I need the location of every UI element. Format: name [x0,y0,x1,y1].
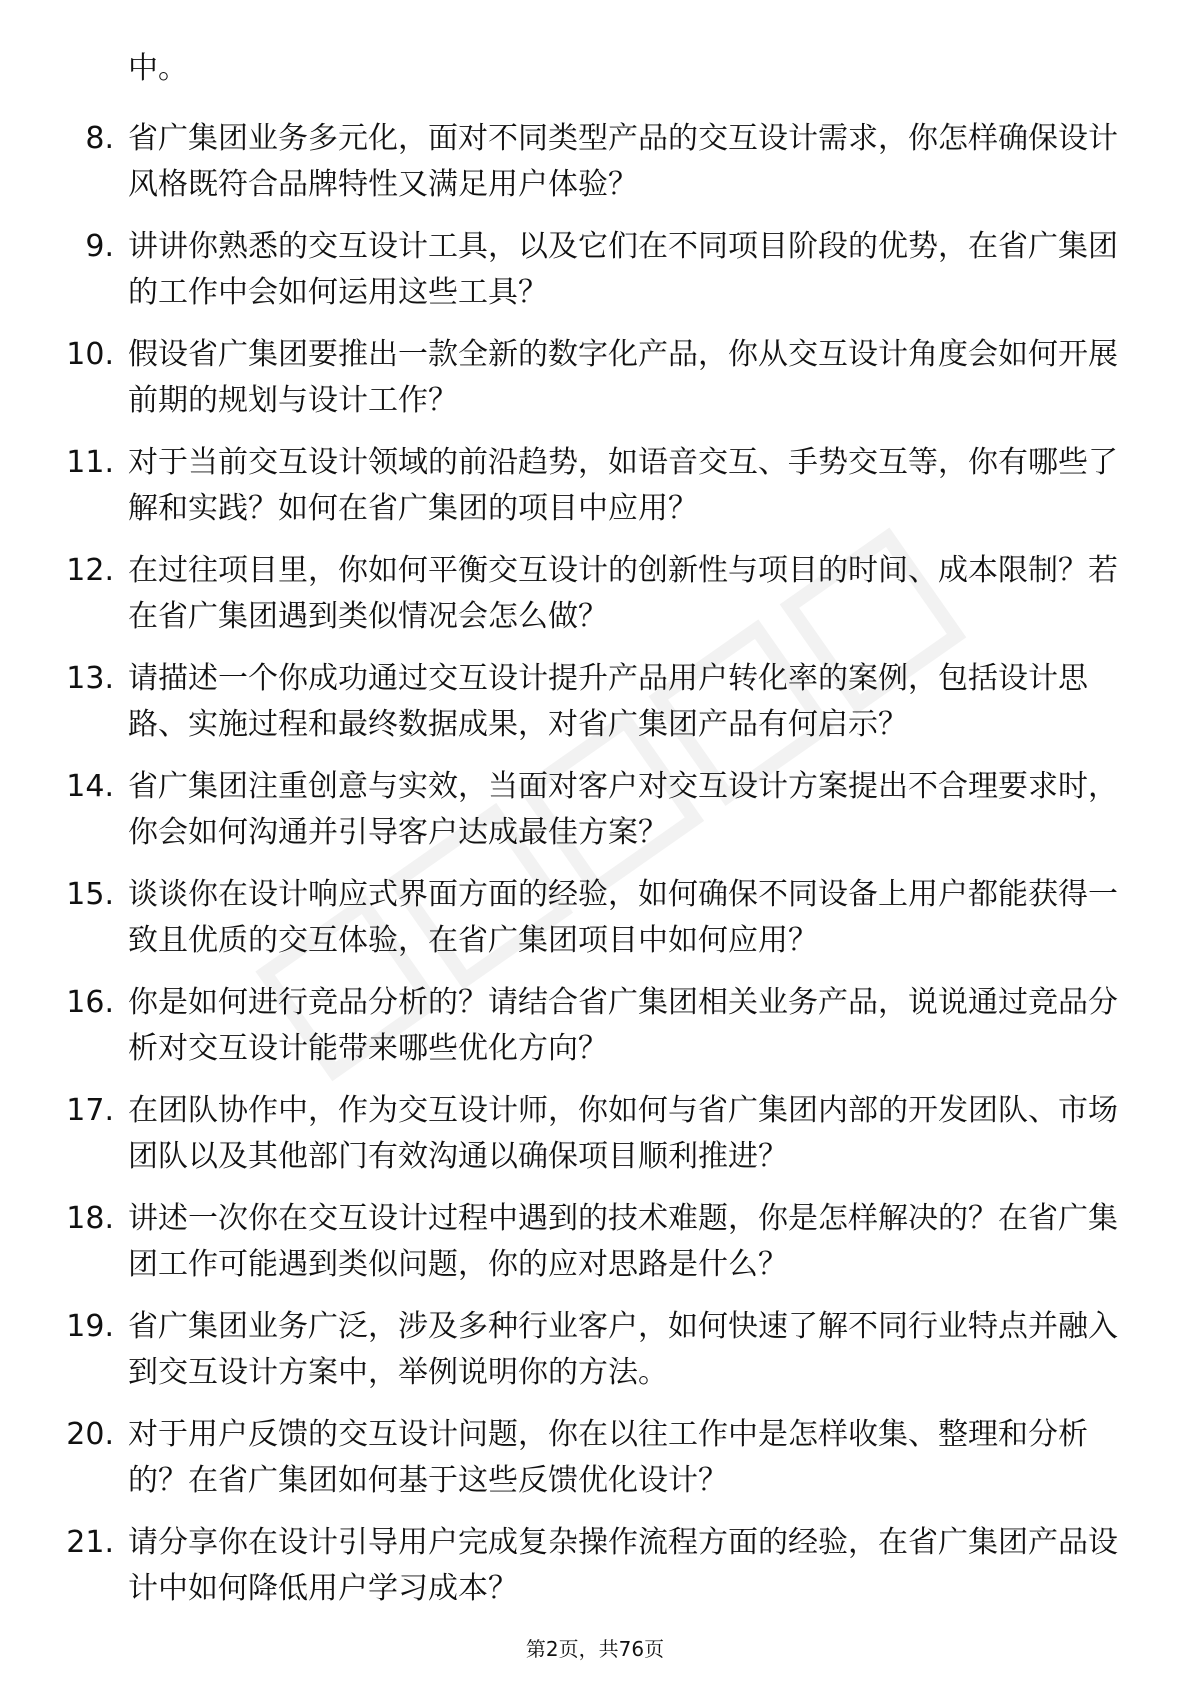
question-item [58,1520,1118,1612]
question-text: 假设省广集团要推出一款全新的数字化产品，你从交互设计角度会如何开展前期的规划与设计工作？ [128,337,1118,418]
question-item [58,548,1118,640]
page-number-label: 第2页，共76页 [525,1637,665,1661]
question-number: 12. [66,553,114,588]
question-text: 讲讲你熟悉的交互设计工具，以及它们在不同项目阶段的优势，在省广集团的工作中会如何运用这些工具？ [128,229,1118,310]
question-number: 13. [66,661,114,696]
question-item [58,224,1118,316]
question-number: 14. [66,769,114,804]
question-text: 在团队协作中，作为交互设计师，你如何与省广集团内部的开发团队、市场团队以及其他部门有效沟通以确保项目顺利推进？ [128,1093,1118,1174]
question-item [58,1412,1118,1504]
question-text: 对于用户反馈的交互设计问题，你在以往工作中是怎样收集、整理和分析的？在省广集团如何基于这些反馈优化设计？ [128,1417,1088,1498]
question-item [58,332,1118,424]
question-item [58,656,1118,748]
question-item [58,1088,1118,1180]
question-text: 讲述一次你在交互设计过程中遇到的技术难题，你是怎样解决的？在省广集团工作可能遇到类似问题，你的应对思路是什么？ [128,1201,1118,1282]
question-number: 8. [85,121,114,156]
question-item [58,764,1118,856]
question-text: 你是如何进行竞品分析的？请结合省广集团相关业务产品，说说通过竞品分析对交互设计能带来哪些优化方向？ [128,985,1118,1066]
question-item [58,116,1118,208]
question-item [58,1196,1118,1288]
question-text: 省广集团注重创意与实效，当面对客户对交互设计方案提出不合理要求时，你会如何沟通并引导客户达成最佳方案？ [128,769,1118,850]
page-footer [0,1636,1190,1662]
question-text: 请描述一个你成功通过交互设计提升产品用户转化率的案例，包括设计思路、实施过程和最终数据成果，对省广集团产品有何启示？ [128,661,1088,742]
question-text: 省广集团业务广泛，涉及多种行业客户，如何快速了解不同行业特点并融入到交互设计方案中，举例说明你的方法。 [128,1309,1118,1390]
question-number: 9. [85,229,114,264]
question-text: 在过往项目里，你如何平衡交互设计的创新性与项目的时间、成本限制？若在省广集团遇到类似情况会怎么做？ [128,553,1118,634]
question-number: 17. [66,1093,114,1128]
question-text: 谈谈你在设计响应式界面方面的经验，如何确保不同设备上用户都能获得一致且优质的交互体验，在省广集团项目中如何应用？ [128,877,1118,958]
question-item [58,1304,1118,1396]
question-item [58,980,1118,1072]
question-item [58,440,1118,532]
question-item [58,872,1118,964]
question-number: 18. [66,1201,114,1236]
question-number: 19. [66,1309,114,1344]
question-number: 15. [66,877,114,912]
question-text: 对于当前交互设计领域的前沿趋势，如语音交互、手势交互等，你有哪些了解和实践？如何在省广集团的项目中应用？ [128,445,1118,526]
question-number: 16. [66,985,114,1020]
continuation-text: 中。 [128,51,188,86]
question-number: 10. [66,337,114,372]
question-text: 请分享你在设计引导用户完成复杂操作流程方面的经验，在省广集团产品设计中如何降低用户学习成本？ [128,1525,1118,1606]
question-text: 省广集团业务多元化，面对不同类型产品的交互设计需求，你怎样确保设计风格既符合品牌特性又满足用户体验？ [128,121,1118,202]
question-list [58,116,1118,1612]
question-number: 11. [66,445,114,480]
question-number: 21. [66,1525,114,1560]
document-content [58,46,1118,1628]
question-number: 20. [66,1417,114,1452]
